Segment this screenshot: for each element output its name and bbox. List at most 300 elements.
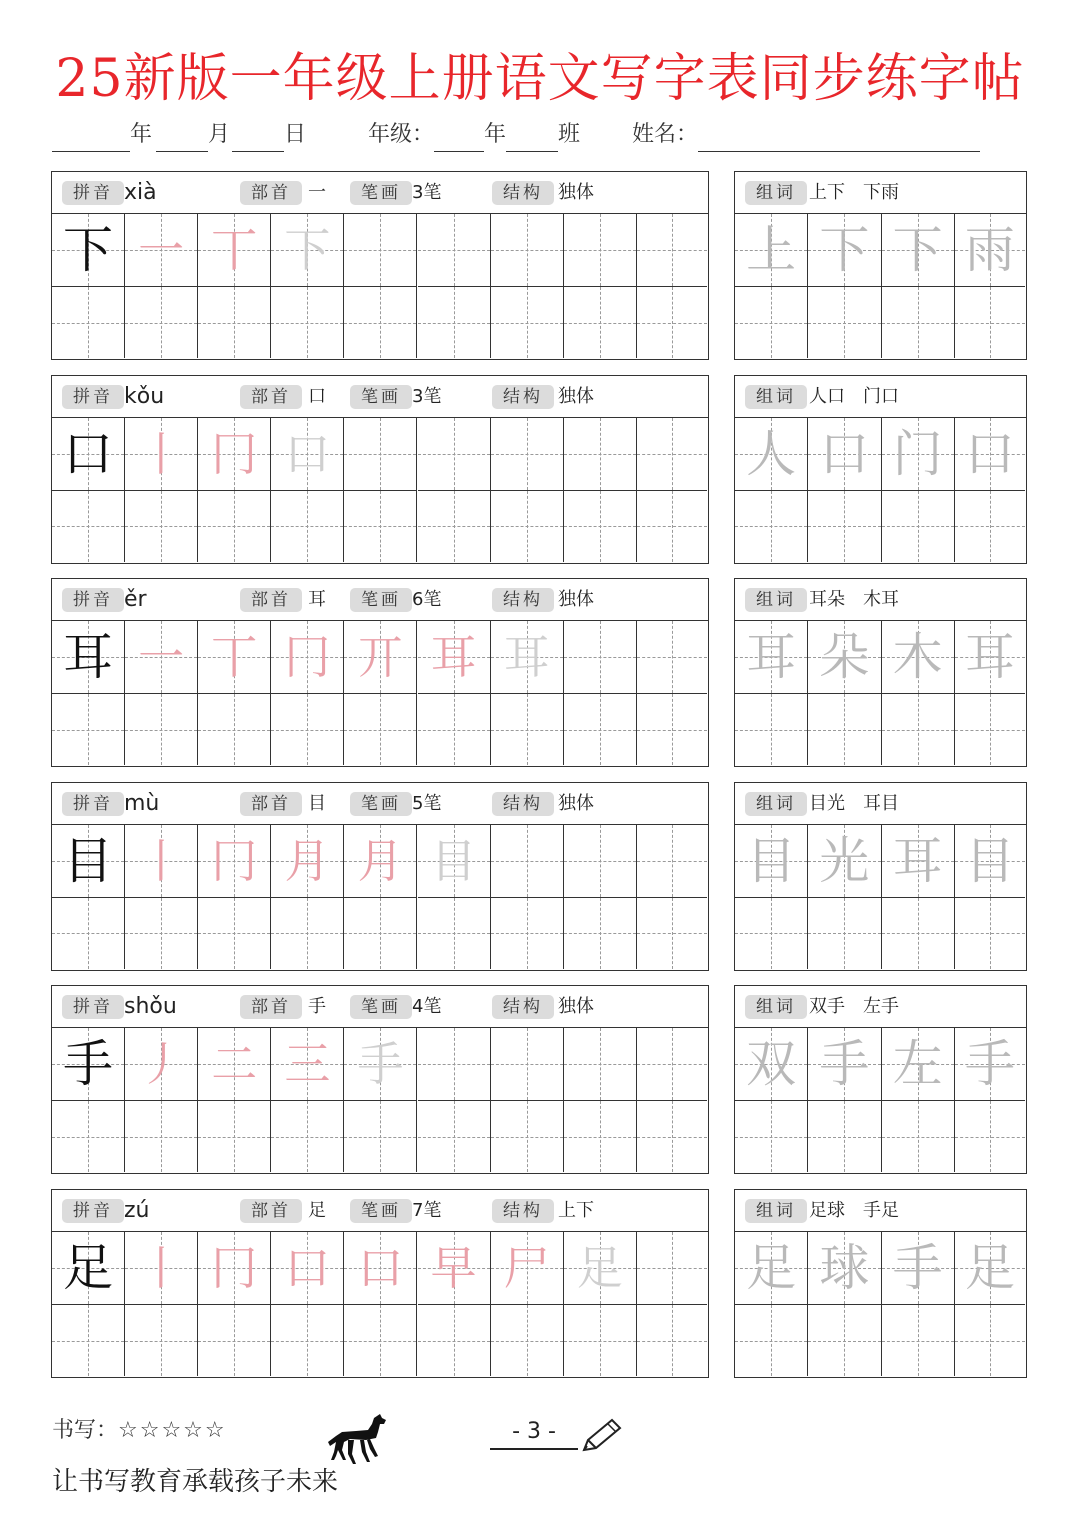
word-character: 手 bbox=[819, 1035, 870, 1094]
words-card bbox=[734, 375, 1027, 564]
writing-cell[interactable] bbox=[271, 418, 344, 491]
words-grid bbox=[735, 1028, 1026, 1173]
writing-cell[interactable] bbox=[271, 287, 344, 358]
structure-label: 结构 bbox=[492, 181, 554, 205]
word-cell[interactable] bbox=[735, 287, 808, 358]
stroke-order-step: 口 bbox=[284, 1241, 331, 1295]
writing-grid bbox=[52, 214, 708, 359]
stroke-order-step: 二 bbox=[211, 1037, 258, 1092]
writing-cell[interactable] bbox=[271, 491, 344, 562]
writing-cell[interactable] bbox=[52, 287, 125, 358]
writing-cell[interactable] bbox=[198, 825, 271, 898]
word-cell[interactable] bbox=[735, 418, 808, 491]
character-card bbox=[51, 171, 709, 360]
star-rating[interactable]: ☆☆☆☆☆ bbox=[118, 1418, 227, 1443]
writing-cell[interactable] bbox=[637, 491, 707, 562]
strokes-value: 5笔 bbox=[412, 792, 442, 814]
pinyin-label: 拼音 bbox=[62, 792, 124, 816]
strokes-value: 4笔 bbox=[412, 996, 442, 1018]
word-cell[interactable] bbox=[955, 418, 1025, 491]
radical-value: 耳 bbox=[308, 589, 326, 611]
writing-cell[interactable] bbox=[344, 825, 417, 898]
character-info-bar bbox=[52, 172, 708, 214]
day-label: 日 bbox=[284, 122, 307, 147]
writing-cell[interactable] bbox=[271, 1305, 344, 1376]
word-character: 人 bbox=[746, 424, 797, 483]
writing-cell[interactable] bbox=[418, 825, 491, 898]
word-cell[interactable] bbox=[955, 1101, 1025, 1172]
pinyin-value: xià bbox=[124, 180, 157, 205]
writing-cell[interactable] bbox=[564, 287, 637, 358]
writing-cell[interactable] bbox=[564, 1305, 637, 1376]
word-character: 耳 bbox=[892, 831, 943, 890]
radical-value: 一 bbox=[308, 182, 326, 203]
word-cell[interactable] bbox=[955, 694, 1025, 765]
strokes-label: 笔画 bbox=[350, 385, 412, 409]
word-cell[interactable] bbox=[808, 491, 881, 562]
writing-cell[interactable] bbox=[198, 491, 271, 562]
writing-cell[interactable] bbox=[198, 621, 271, 694]
writing-cell[interactable] bbox=[344, 898, 417, 969]
writing-cell[interactable] bbox=[564, 898, 637, 969]
word-cell[interactable] bbox=[808, 694, 881, 765]
writing-cell[interactable] bbox=[198, 287, 271, 358]
writing-cell[interactable] bbox=[418, 898, 491, 969]
word-cell[interactable] bbox=[735, 694, 808, 765]
stroke-order-step: 月 bbox=[357, 833, 404, 888]
word-cell[interactable] bbox=[955, 491, 1025, 562]
word-character: 耳 bbox=[964, 628, 1015, 687]
pinyin-label: 拼音 bbox=[62, 995, 124, 1019]
word-cell[interactable] bbox=[735, 621, 808, 694]
words-label: 组词 bbox=[745, 181, 807, 205]
writing-cell[interactable] bbox=[344, 491, 417, 562]
writing-cell[interactable] bbox=[564, 825, 637, 898]
stroke-order-step: 尸 bbox=[503, 1241, 550, 1295]
writing-cell[interactable] bbox=[491, 898, 564, 969]
model-character: 足 bbox=[63, 1239, 114, 1297]
writing-cell[interactable] bbox=[637, 694, 707, 765]
word-character: 手 bbox=[892, 1239, 943, 1297]
stroke-order-step: 手 bbox=[357, 1037, 404, 1092]
writing-cell[interactable] bbox=[637, 418, 707, 491]
writing-cell[interactable] bbox=[637, 825, 707, 898]
writing-cell[interactable] bbox=[344, 418, 417, 491]
writing-cell[interactable] bbox=[271, 694, 344, 765]
stroke-order-step: 丨 bbox=[138, 833, 185, 888]
words-info-bar bbox=[735, 783, 1026, 825]
words-label: 组词 bbox=[745, 588, 807, 612]
word-cell[interactable] bbox=[882, 214, 955, 287]
horse-icon bbox=[326, 1412, 388, 1468]
character-card bbox=[51, 782, 709, 971]
name-label: 姓名： bbox=[632, 122, 699, 147]
character-card bbox=[51, 1189, 709, 1378]
word-cell[interactable] bbox=[882, 287, 955, 358]
writing-cell[interactable] bbox=[344, 621, 417, 694]
stroke-order-step: 月 bbox=[284, 833, 331, 888]
word-cell[interactable] bbox=[882, 825, 955, 898]
words-info-bar bbox=[735, 1190, 1026, 1232]
writing-cell[interactable] bbox=[344, 1232, 417, 1305]
writing-cell[interactable] bbox=[198, 694, 271, 765]
writing-cell[interactable] bbox=[564, 418, 637, 491]
pinyin-label: 拼音 bbox=[62, 588, 124, 612]
writing-cell[interactable] bbox=[491, 825, 564, 898]
writing-cell[interactable] bbox=[637, 287, 707, 358]
name-blank[interactable] bbox=[698, 128, 980, 152]
radical-label: 部首 bbox=[240, 181, 302, 205]
word-cell[interactable] bbox=[808, 214, 881, 287]
writing-cell[interactable] bbox=[491, 1232, 564, 1305]
writing-cell[interactable] bbox=[418, 1232, 491, 1305]
stroke-order-step: 口 bbox=[284, 426, 331, 481]
writing-cell[interactable] bbox=[344, 1305, 417, 1376]
word-cell[interactable] bbox=[955, 621, 1025, 694]
words-label: 组词 bbox=[745, 1199, 807, 1223]
writing-rating bbox=[52, 1414, 227, 1448]
word-cell[interactable] bbox=[735, 1101, 808, 1172]
writing-cell[interactable] bbox=[52, 214, 125, 287]
words-value: 双手 左手 bbox=[809, 996, 899, 1018]
writing-grid bbox=[52, 418, 708, 563]
words-label: 组词 bbox=[745, 792, 807, 816]
writing-cell[interactable] bbox=[125, 287, 198, 358]
writing-cell[interactable] bbox=[125, 214, 198, 287]
writing-cell[interactable] bbox=[637, 1305, 707, 1376]
strokes-label: 笔画 bbox=[350, 1199, 412, 1223]
structure-value: 独体 bbox=[558, 792, 594, 814]
writing-cell[interactable] bbox=[125, 1028, 198, 1101]
model-character: 耳 bbox=[63, 628, 114, 687]
writing-cell[interactable] bbox=[198, 214, 271, 287]
writing-cell[interactable] bbox=[491, 1101, 564, 1172]
words-label: 组词 bbox=[745, 995, 807, 1019]
word-character: 下 bbox=[819, 221, 870, 279]
writing-cell[interactable] bbox=[637, 1101, 707, 1172]
word-cell[interactable] bbox=[808, 1028, 881, 1101]
word-cell[interactable] bbox=[808, 1101, 881, 1172]
radical-value: 足 bbox=[308, 1200, 326, 1221]
writing-cell[interactable] bbox=[271, 1028, 344, 1101]
word-character: 耳 bbox=[746, 628, 797, 687]
month-blank[interactable] bbox=[156, 128, 208, 152]
structure-value: 上下 bbox=[558, 1200, 594, 1221]
writing-cell[interactable] bbox=[491, 287, 564, 358]
writing-cell[interactable] bbox=[491, 1028, 564, 1101]
writing-cell[interactable] bbox=[564, 1101, 637, 1172]
writing-cell[interactable] bbox=[125, 898, 198, 969]
page-title: 25新版一年级上册语文写字表同步练字帖 bbox=[55, 49, 1025, 109]
stroke-order-step: 足 bbox=[576, 1241, 623, 1295]
words-value: 足球 手足 bbox=[809, 1200, 899, 1221]
class-blank[interactable] bbox=[506, 128, 558, 152]
word-cell[interactable] bbox=[882, 491, 955, 562]
word-cell[interactable] bbox=[808, 1305, 881, 1376]
writing-cell[interactable] bbox=[52, 621, 125, 694]
words-label: 组词 bbox=[745, 385, 807, 409]
radical-value: 口 bbox=[308, 385, 326, 407]
writing-cell[interactable] bbox=[491, 1305, 564, 1376]
word-cell[interactable] bbox=[735, 1232, 808, 1305]
pinyin-label: 拼音 bbox=[62, 385, 124, 409]
word-cell[interactable] bbox=[808, 287, 881, 358]
writing-cell[interactable] bbox=[52, 491, 125, 562]
writing-cell[interactable] bbox=[418, 694, 491, 765]
word-cell[interactable] bbox=[808, 1232, 881, 1305]
writing-cell[interactable] bbox=[491, 418, 564, 491]
radical-label: 部首 bbox=[240, 1199, 302, 1223]
pen-icon bbox=[578, 1418, 622, 1454]
writing-cell[interactable] bbox=[564, 694, 637, 765]
writing-cell[interactable] bbox=[125, 621, 198, 694]
writing-cell[interactable] bbox=[125, 1232, 198, 1305]
writing-cell[interactable] bbox=[52, 825, 125, 898]
writing-cell[interactable] bbox=[271, 1101, 344, 1172]
writing-cell[interactable] bbox=[344, 214, 417, 287]
writing-cell[interactable] bbox=[198, 898, 271, 969]
writing-cell[interactable] bbox=[125, 1305, 198, 1376]
structure-label: 结构 bbox=[492, 792, 554, 816]
radical-value: 手 bbox=[308, 996, 326, 1018]
writing-cell[interactable] bbox=[491, 694, 564, 765]
word-cell[interactable] bbox=[955, 1232, 1025, 1305]
word-character: 上 bbox=[746, 221, 797, 279]
word-character: 木 bbox=[892, 628, 943, 687]
writing-cell[interactable] bbox=[637, 1028, 707, 1101]
word-cell[interactable] bbox=[808, 418, 881, 491]
writing-cell[interactable] bbox=[418, 287, 491, 358]
word-cell[interactable] bbox=[735, 214, 808, 287]
writing-cell[interactable] bbox=[418, 214, 491, 287]
writing-cell[interactable] bbox=[271, 825, 344, 898]
words-value: 人口 门口 bbox=[809, 385, 899, 407]
word-cell[interactable] bbox=[882, 418, 955, 491]
strokes-label: 笔画 bbox=[350, 792, 412, 816]
word-cell[interactable] bbox=[955, 825, 1025, 898]
words-card bbox=[734, 985, 1027, 1174]
word-cell[interactable] bbox=[882, 694, 955, 765]
word-character: 光 bbox=[819, 831, 870, 890]
word-character: 口 bbox=[819, 424, 870, 483]
pinyin-value: zú bbox=[124, 1198, 150, 1223]
writing-cell[interactable] bbox=[564, 1232, 637, 1305]
stroke-order-step: 耳 bbox=[430, 630, 477, 685]
writing-cell[interactable] bbox=[271, 621, 344, 694]
words-value: 上下 下雨 bbox=[809, 182, 899, 203]
writing-cell[interactable] bbox=[198, 1101, 271, 1172]
writing-cell[interactable] bbox=[52, 898, 125, 969]
words-card bbox=[734, 782, 1027, 971]
word-cell[interactable] bbox=[882, 898, 955, 969]
words-info-bar bbox=[735, 986, 1026, 1028]
word-character: 雨 bbox=[964, 221, 1015, 279]
word-cell[interactable] bbox=[808, 825, 881, 898]
writing-cell[interactable] bbox=[52, 1232, 125, 1305]
writing-cell[interactable] bbox=[125, 825, 198, 898]
day-blank[interactable] bbox=[232, 128, 284, 152]
word-character: 左 bbox=[892, 1035, 943, 1094]
radical-label: 部首 bbox=[240, 588, 302, 612]
writing-cell[interactable] bbox=[125, 418, 198, 491]
writing-cell[interactable] bbox=[52, 1305, 125, 1376]
structure-label: 结构 bbox=[492, 995, 554, 1019]
pinyin-value: shǒu bbox=[124, 994, 177, 1020]
writing-cell[interactable] bbox=[271, 898, 344, 969]
words-grid bbox=[735, 418, 1026, 563]
word-character: 目 bbox=[964, 831, 1015, 890]
character-info-bar bbox=[52, 986, 708, 1028]
writing-cell[interactable] bbox=[125, 491, 198, 562]
writing-cell[interactable] bbox=[637, 898, 707, 969]
grade-label: 年级： bbox=[368, 122, 435, 147]
words-grid bbox=[735, 214, 1026, 359]
writing-cell[interactable] bbox=[52, 1101, 125, 1172]
word-cell[interactable] bbox=[882, 621, 955, 694]
writing-grid bbox=[52, 825, 708, 970]
pinyin-value: ěr bbox=[124, 587, 147, 613]
strokes-label: 笔画 bbox=[350, 181, 412, 205]
words-grid bbox=[735, 621, 1026, 766]
writing-cell[interactable] bbox=[491, 621, 564, 694]
info-line bbox=[0, 118, 1080, 152]
radical-label: 部首 bbox=[240, 385, 302, 409]
stroke-order-step: 丨 bbox=[138, 426, 185, 481]
word-character: 口 bbox=[964, 424, 1015, 483]
word-cell[interactable] bbox=[882, 1305, 955, 1376]
writing-cell[interactable] bbox=[198, 418, 271, 491]
words-info-bar bbox=[735, 172, 1026, 214]
stroke-order-step: 冂 bbox=[284, 630, 331, 685]
writing-cell[interactable] bbox=[564, 214, 637, 287]
stroke-order-step: 丅 bbox=[211, 223, 258, 277]
writing-cell[interactable] bbox=[564, 621, 637, 694]
writing-cell[interactable] bbox=[125, 1101, 198, 1172]
character-card bbox=[51, 375, 709, 564]
writing-cell[interactable] bbox=[125, 694, 198, 765]
writing-grid bbox=[52, 621, 708, 766]
writing-cell[interactable] bbox=[491, 214, 564, 287]
structure-value: 独体 bbox=[558, 996, 594, 1018]
words-card bbox=[734, 171, 1027, 360]
word-cell[interactable] bbox=[882, 1101, 955, 1172]
word-character: 朵 bbox=[819, 628, 870, 687]
word-cell[interactable] bbox=[882, 1028, 955, 1101]
radical-value: 目 bbox=[308, 792, 326, 814]
grade-blank[interactable] bbox=[434, 128, 484, 152]
stroke-order-step: 冂 bbox=[211, 426, 258, 481]
word-cell[interactable] bbox=[808, 898, 881, 969]
pinyin-value: kǒu bbox=[124, 383, 165, 409]
writing-cell[interactable] bbox=[344, 1028, 417, 1101]
writing-cell[interactable] bbox=[344, 287, 417, 358]
writing-cell[interactable] bbox=[491, 491, 564, 562]
words-info-bar bbox=[735, 376, 1026, 418]
stroke-order-step: 口 bbox=[357, 1241, 404, 1295]
strokes-value: 3笔 bbox=[412, 385, 442, 407]
writing-cell[interactable] bbox=[198, 1028, 271, 1101]
radical-label: 部首 bbox=[240, 792, 302, 816]
word-cell[interactable] bbox=[735, 491, 808, 562]
year-label: 年 bbox=[130, 122, 153, 147]
writing-cell[interactable] bbox=[637, 621, 707, 694]
writing-label: 书写： bbox=[52, 1418, 119, 1443]
structure-label: 结构 bbox=[492, 1199, 554, 1223]
word-cell[interactable] bbox=[735, 1028, 808, 1101]
word-cell[interactable] bbox=[735, 1305, 808, 1376]
writing-cell[interactable] bbox=[52, 694, 125, 765]
writing-cell[interactable] bbox=[637, 214, 707, 287]
stroke-order-step: 一 bbox=[138, 223, 185, 277]
pinyin-label: 拼音 bbox=[62, 181, 124, 205]
word-cell[interactable] bbox=[735, 898, 808, 969]
structure-label: 结构 bbox=[492, 385, 554, 409]
word-character: 目 bbox=[746, 831, 797, 890]
writing-cell[interactable] bbox=[52, 1028, 125, 1101]
model-character: 下 bbox=[63, 221, 114, 279]
year-blank[interactable] bbox=[52, 128, 130, 152]
pinyin-value: mù bbox=[124, 790, 160, 816]
writing-cell[interactable] bbox=[418, 1305, 491, 1376]
words-grid bbox=[735, 1232, 1026, 1377]
writing-cell[interactable] bbox=[271, 1232, 344, 1305]
word-cell[interactable] bbox=[955, 898, 1025, 969]
word-cell[interactable] bbox=[735, 825, 808, 898]
writing-cell[interactable] bbox=[564, 491, 637, 562]
structure-label: 结构 bbox=[492, 588, 554, 612]
writing-cell[interactable] bbox=[271, 214, 344, 287]
character-card bbox=[51, 578, 709, 767]
writing-cell[interactable] bbox=[344, 1101, 417, 1172]
writing-cell[interactable] bbox=[418, 418, 491, 491]
word-cell[interactable] bbox=[955, 214, 1025, 287]
writing-cell[interactable] bbox=[344, 694, 417, 765]
stroke-order-step: 目 bbox=[430, 833, 477, 888]
word-character: 手 bbox=[964, 1035, 1015, 1094]
stroke-order-step: 丨 bbox=[138, 1241, 185, 1295]
writing-cell[interactable] bbox=[564, 1028, 637, 1101]
word-cell[interactable] bbox=[955, 287, 1025, 358]
writing-cell[interactable] bbox=[418, 621, 491, 694]
word-cell[interactable] bbox=[808, 621, 881, 694]
writing-cell[interactable] bbox=[637, 1232, 707, 1305]
word-cell[interactable] bbox=[955, 1028, 1025, 1101]
words-info-bar bbox=[735, 579, 1026, 621]
word-cell[interactable] bbox=[882, 1232, 955, 1305]
slogan: 让书写教育承载孩子未来 bbox=[52, 1467, 339, 1497]
stroke-order-step: 三 bbox=[284, 1037, 331, 1092]
writing-cell[interactable] bbox=[198, 1305, 271, 1376]
word-cell[interactable] bbox=[955, 1305, 1025, 1376]
words-grid bbox=[735, 825, 1026, 970]
writing-grid bbox=[52, 1232, 708, 1377]
writing-cell[interactable] bbox=[418, 1101, 491, 1172]
writing-cell[interactable] bbox=[418, 491, 491, 562]
character-info-bar bbox=[52, 1190, 708, 1232]
model-character: 手 bbox=[63, 1035, 114, 1094]
strokes-value: 6笔 bbox=[412, 589, 442, 611]
writing-cell[interactable] bbox=[198, 1232, 271, 1305]
writing-cell[interactable] bbox=[418, 1028, 491, 1101]
strokes-value: 7笔 bbox=[412, 1200, 442, 1221]
class-label: 班 bbox=[558, 122, 581, 147]
page-number: - 3 - bbox=[490, 1414, 578, 1450]
stroke-order-step: 一 bbox=[138, 630, 185, 685]
structure-value: 独体 bbox=[558, 385, 594, 407]
writing-cell[interactable] bbox=[52, 418, 125, 491]
character-info-bar bbox=[52, 579, 708, 621]
writing-grid bbox=[52, 1028, 708, 1173]
